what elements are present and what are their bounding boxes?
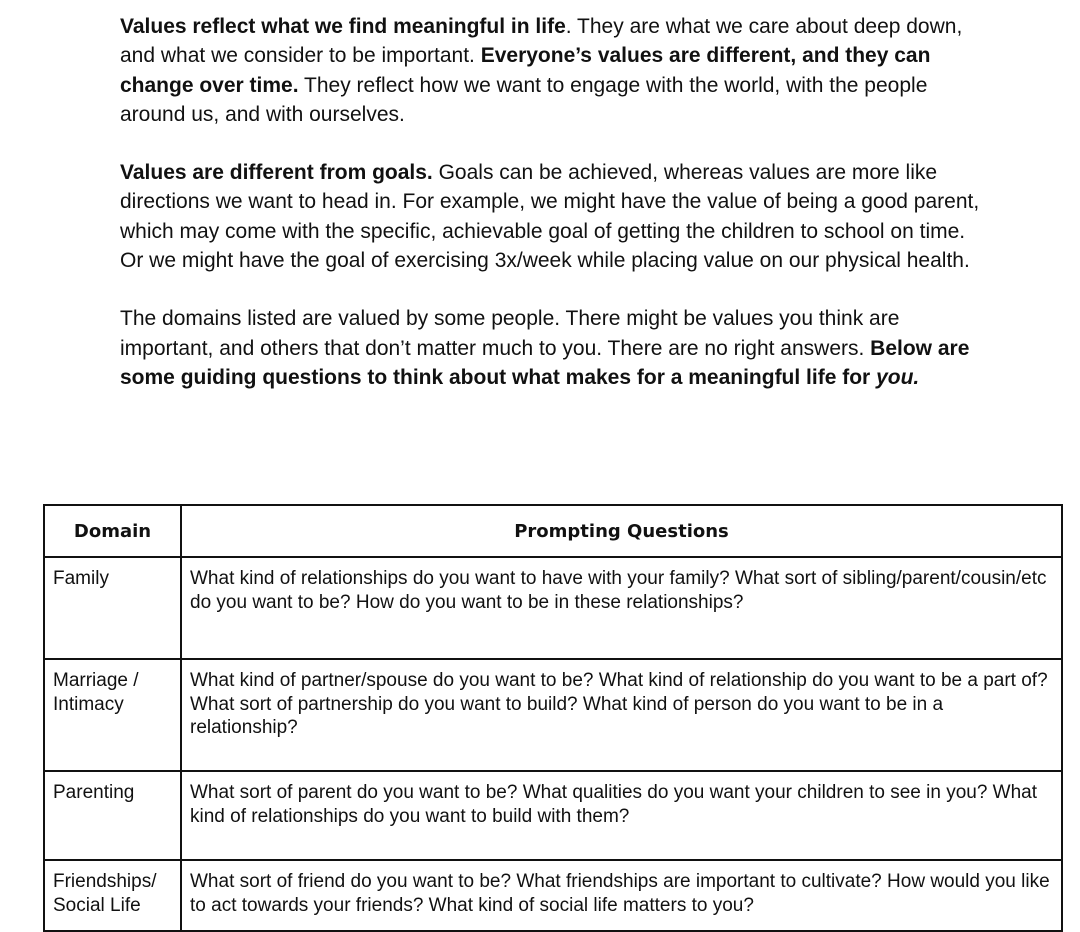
italic-text: you. (876, 365, 920, 389)
paragraph-domains (120, 304, 990, 392)
domain-cell: Friendships/ Social Life (44, 860, 181, 931)
bold-text: Below are some guiding questions to think about what makes for a meaningful life for (120, 336, 970, 389)
bold-text: Everyone’s values are different, and they can change over time. (120, 44, 931, 97)
domain-cell: Family (44, 557, 181, 659)
body-text: . They are what we care about deep down, and what we consider to be important. (120, 15, 963, 68)
body-text: The domains listed are valued by some people. There might be values you think are important, and others that don’t matter much to you. There are no right answers. (120, 307, 900, 360)
domain-column-header: Domain (44, 505, 181, 557)
table-row (44, 557, 1062, 659)
questions-cell: What sort of friend do you want to be? What friendships are important to cultivate? How would you like to act towards your friends? What kind of social life matters to you? (181, 860, 1062, 931)
questions-column-header: Prompting Questions (181, 505, 1062, 557)
table-row (44, 771, 1062, 860)
bold-text: Values are different from goals. (120, 161, 433, 185)
table-row (44, 860, 1062, 931)
table-header-row (44, 505, 1062, 557)
domain-cell: Marriage / Intimacy (44, 659, 181, 771)
paragraph-values-vs-goals (120, 158, 990, 275)
questions-cell: What sort of parent do you want to be? What qualities do you want your children to see in you? What kind of relationships do you want to build with them? (181, 771, 1062, 860)
body-text: They reflect how we want to engage with the world, with the people around us, and with ourselves. (120, 73, 928, 126)
domain-cell: Parenting (44, 771, 181, 860)
paragraph-values-meaning (120, 12, 990, 129)
questions-cell: What kind of partner/spouse do you want to be? What kind of relationship do you want to be a part of? What sort of partnership do you want to build? What kind of person do you want to be in a relationship? (181, 659, 1062, 771)
values-domain-table (43, 504, 1063, 932)
questions-cell: What kind of relationships do you want to have with your family? What sort of sibling/parent/cousin/etc do you want to be? How do you want to be in these relationships? (181, 557, 1062, 659)
bold-text: Values reflect what we find meaningful in life (120, 15, 566, 38)
intro-text (120, 12, 990, 421)
bold-italic-text (876, 366, 919, 389)
body-text: Goals can be achieved, whereas values are more like directions we want to head in. For example, we might have the value of being a good parent, which may come with the specific, achievable goal of getting the children to school on time. Or we might have the goal of exercising 3x/week while placing value on our physical health. (120, 161, 980, 273)
table-row (44, 659, 1062, 771)
